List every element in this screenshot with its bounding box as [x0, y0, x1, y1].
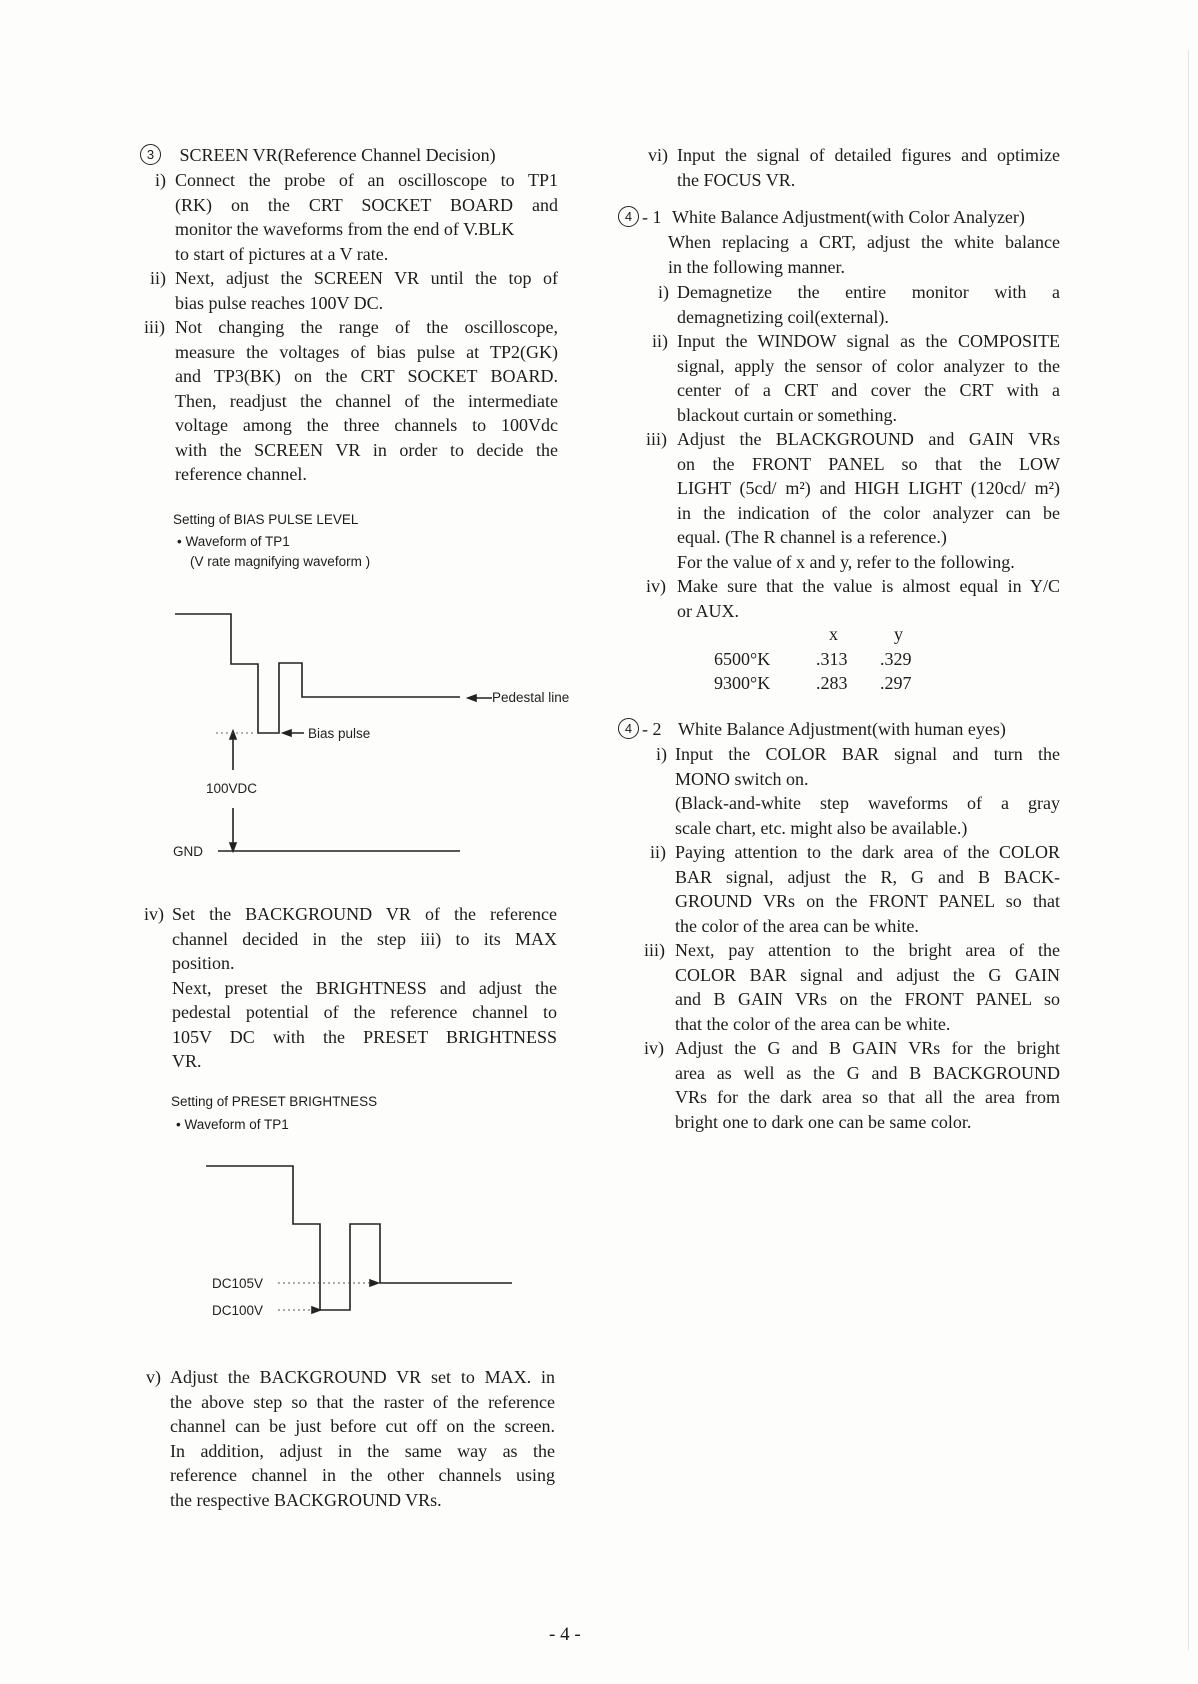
step-4-2-i [675, 742, 1060, 840]
step-4-2-iv [675, 1036, 1060, 1134]
figure-1-subcaption: (V rate magnifying waveform ) [190, 554, 371, 569]
step-3-iii-number: iii) [144, 317, 165, 337]
row-y-value: .329 [880, 648, 912, 669]
dc105-arrowhead [370, 1280, 378, 1286]
line: MONO switch on. [675, 768, 809, 789]
table-header [700, 622, 940, 647]
line: COLOR BAR signal and adjust the G GAIN [675, 964, 1060, 985]
section-4-1-title: White Balance Adjustment(with Color Analyzer) [672, 207, 1025, 227]
line: 105V DC with the PRESET BRIGHTNESS [172, 1026, 557, 1047]
line: center of a CRT and cover the CRT with a [677, 380, 1060, 400]
section-4-1-intro [668, 230, 1060, 279]
step-4-2-ii-number: ii) [650, 842, 666, 862]
dc105-label: DC105V [212, 1276, 264, 1291]
step-4-1-iii-number: iii) [646, 429, 667, 449]
line: LIGHT (5cd/ m²) and HIGH LIGHT (120cd/ m²) [677, 478, 1060, 498]
line: Demagnetize the entire monitor with a [677, 282, 1060, 302]
step-4-2-iv-number: iv) [644, 1038, 664, 1058]
line: Connect the probe of an oscilloscope to TP1 [175, 170, 558, 190]
line: measure the voltages of bias pulse at TP2(GK) [175, 341, 558, 362]
step-4-1-iii [677, 427, 1060, 574]
line: bright one to dark one can be same color. [675, 1111, 972, 1132]
section-4-2-suffix: - 2 [642, 719, 662, 739]
step-3-ii-number: ii) [150, 268, 166, 288]
figure-1-bullet: • Waveform of TP1 [177, 534, 290, 549]
step-4-2-iii-number: iii) [644, 940, 665, 960]
line: Adjust the G and B GAIN VRs for the bright [675, 1038, 1060, 1058]
step-4-2-iii [675, 938, 1060, 1036]
line: signal, apply the sensor of color analyzer to the [677, 355, 1060, 376]
line: reference channel. [175, 464, 307, 484]
step-4-1-i-number: i) [658, 282, 669, 302]
line: VRs for the dark area so that all the area from [675, 1087, 1060, 1107]
line: the color of the area can be white. [675, 915, 919, 936]
line: Input the WINDOW signal as the COMPOSITE [677, 331, 1060, 351]
line: and TP3(BK) on the CRT SOCKET BOARD. [175, 366, 558, 386]
section-4-1-marker: 4 [618, 206, 639, 227]
line: For the value of x and y, refer to the following. [677, 551, 1015, 572]
line: monitor the waveforms from the end of V.BLK [175, 219, 515, 239]
step-3-iv [172, 902, 557, 1074]
row-temperature: 6500°K [714, 648, 771, 669]
line: equal. (The R channel is a reference.) [677, 527, 947, 547]
step-4-1-ii-number: ii) [652, 331, 668, 351]
step-4-1-iv-number: iv) [646, 576, 666, 596]
step-3-v [170, 1365, 555, 1512]
line: and B GAIN VRs on the FRONT PANEL so [675, 989, 1060, 1009]
scan-edge [1188, 50, 1189, 1650]
bias-pulse-arrowhead [283, 730, 291, 736]
line: voltage among the three channels to 100Vdc [175, 415, 558, 435]
line: (RK) on the CRT SOCKET BOARD and [175, 194, 558, 215]
line: the respective BACKGROUND VRs. [170, 1489, 442, 1510]
line: blackout curtain or something. [677, 404, 897, 425]
dc100-label: DC100V [212, 1303, 264, 1318]
section-4-1-heading [618, 205, 1025, 230]
line: Not changing the range of the oscilloscope, [175, 317, 558, 337]
line: Set the BACKGROUND VR of the reference [172, 904, 557, 924]
table-row [700, 647, 940, 672]
row-y-value: .297 [880, 673, 912, 693]
line: Paying attention to the dark area of the COLOR [675, 842, 1060, 862]
step-3-vi [677, 143, 1060, 192]
section-4-2-marker: 4 [618, 718, 639, 739]
line: (Black-and-white step waveforms of a gray [675, 793, 1060, 813]
line: Adjust the BLACKGROUND and GAIN VRs [677, 429, 1060, 449]
line: in the following manner. [668, 256, 845, 277]
gnd-label: GND [173, 844, 203, 859]
line: that the color of the area can be white. [675, 1013, 951, 1034]
figure-2-bullet: • Waveform of TP1 [176, 1117, 289, 1132]
line: or AUX. [677, 600, 739, 621]
step-4-2-ii [675, 840, 1060, 938]
header-x: x [829, 624, 838, 644]
step-4-1-iv [677, 574, 1060, 623]
step-3-v-number: v) [146, 1367, 161, 1387]
header-y: y [894, 624, 903, 644]
line: Then, readjust the channel of the intermediate [175, 390, 558, 411]
line: the FOCUS VR. [677, 169, 796, 190]
line: area as well as the G and B BACKGROUND [675, 1062, 1060, 1083]
line: Next, pay attention to the bright area of the [675, 940, 1060, 960]
line: Adjust the BACKGROUND VR set to MAX. in [170, 1367, 555, 1387]
line: In addition, adjust in the same way as the [170, 1440, 555, 1461]
step-3-i-number: i) [155, 170, 166, 190]
line: Next, adjust the SCREEN VR until the top of [175, 268, 558, 288]
line: in the indication of the color analyzer can be [677, 502, 1060, 523]
row-x-value: .313 [816, 648, 848, 669]
row-temperature: 9300°K [714, 673, 771, 693]
line: scale chart, etc. might also be available.) [675, 817, 968, 838]
step-4-1-ii [677, 329, 1060, 427]
line: with the SCREEN VR in order to decide the [175, 439, 558, 460]
pedestal-arrowhead [468, 695, 476, 701]
row-x-value: .283 [816, 673, 848, 693]
line: VR. [172, 1051, 202, 1071]
table-row [700, 671, 940, 696]
line: channel can be just before cut off on the screen. [170, 1416, 555, 1436]
line: on the FRONT PANEL so that the LOW [677, 453, 1060, 474]
line: GROUND VRs on the FRONT PANEL so that [675, 891, 1060, 911]
pedestal-line-label: Pedestal line [492, 690, 570, 705]
section-3-title: SCREEN VR(Reference Channel Decision) [179, 145, 496, 165]
line: When replacing a CRT, adjust the white balance [668, 232, 1060, 252]
line: reference channel in the other channels using [170, 1465, 555, 1485]
step-3-iv-number: iv) [144, 904, 164, 924]
tp1-waveform-trace [175, 614, 460, 733]
section-4-1-suffix: - 1 [642, 207, 662, 227]
section-3-marker: 3 [140, 144, 161, 165]
line: to start of pictures at a V rate. [175, 243, 389, 264]
line: the above step so that the raster of the reference [170, 1391, 555, 1412]
vdc-arrowhead-up [230, 731, 236, 739]
step-3-vi-number: vi) [648, 145, 668, 165]
line: channel decided in the step iii) to its MAX [172, 928, 557, 949]
section-4-2-title: White Balance Adjustment(with human eyes) [678, 719, 1006, 739]
figure-1-caption: Setting of BIAS PULSE LEVEL [173, 512, 359, 527]
bias-pulse-label: Bias pulse [308, 726, 371, 741]
step-4-2-i-number: i) [656, 744, 667, 764]
line: pedestal potential of the reference channel to [172, 1002, 557, 1022]
line: Make sure that the value is almost equal in Y/C [677, 576, 1060, 596]
line: Input the signal of detailed figures and optimize [677, 145, 1060, 165]
page-number: - 4 - [549, 1624, 581, 1645]
step-4-1-i [677, 280, 1060, 329]
figure-2-caption: Setting of PRESET BRIGHTNESS [171, 1094, 378, 1109]
section-4-2-heading [618, 717, 1006, 742]
line: Input the COLOR BAR signal and turn the [675, 744, 1060, 764]
chromaticity-table [700, 622, 940, 696]
vdc-arrowhead-down [230, 843, 236, 851]
line: demagnetizing coil(external). [677, 306, 889, 327]
line: bias pulse reaches 100V DC. [175, 292, 384, 313]
vdc-label: 100VDC [206, 781, 258, 796]
line: position. [172, 953, 235, 973]
line: Next, preset the BRIGHTNESS and adjust the [172, 977, 557, 998]
line: BAR signal, adjust the R, G and B BACK- [675, 866, 1060, 887]
